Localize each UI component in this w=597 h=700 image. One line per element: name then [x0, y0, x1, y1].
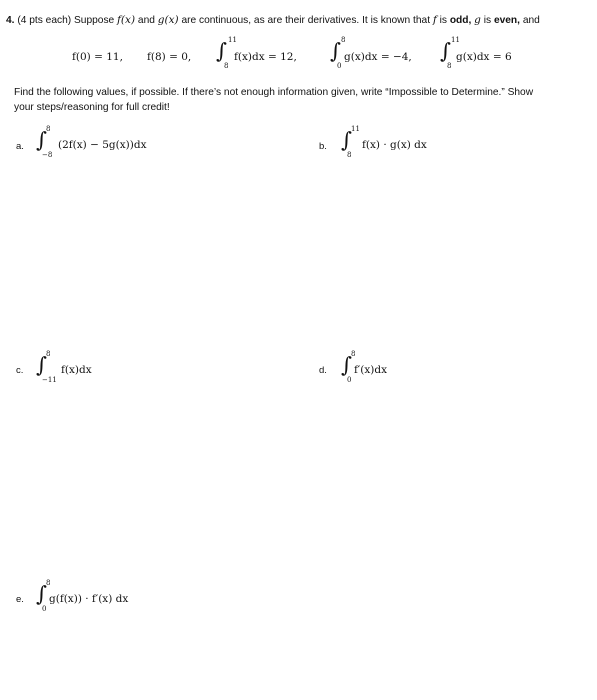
- upper-limit: 8: [46, 579, 51, 587]
- statement-text: are continuous, as are their derivatives. It is known that: [181, 15, 431, 26]
- lower-limit: 8: [347, 151, 352, 159]
- statement-text: and: [522, 15, 540, 26]
- integral-sign: ∫: [341, 128, 352, 152]
- upper-limit: 8: [46, 125, 51, 133]
- instructions-line-2: your steps/reasoning for full credit!: [14, 102, 170, 113]
- part-c-label: c.: [16, 365, 24, 376]
- given-integral-f-8-11: [216, 36, 316, 72]
- statement-text: and: [137, 15, 155, 26]
- integrand: f(x)dx = 12,: [234, 51, 297, 63]
- part-e-label: e.: [16, 594, 24, 605]
- integral-sign: ∫: [216, 39, 227, 63]
- lower-limit: 0: [42, 605, 47, 613]
- part-b-label: b.: [319, 141, 327, 152]
- lower-limit: 0: [347, 376, 352, 384]
- g-symbol: g: [474, 14, 481, 26]
- even-keyword: even,: [493, 15, 520, 26]
- problem-statement: [6, 14, 540, 26]
- integrand: g(x)dx = −4,: [344, 51, 412, 63]
- lower-limit: 8: [224, 62, 229, 70]
- integral-sign: ∫: [330, 39, 341, 63]
- lower-limit: 0: [337, 62, 342, 70]
- lower-limit: −11: [42, 376, 57, 384]
- f-of-x: f(x): [117, 14, 136, 26]
- part-c-integral: [36, 350, 126, 386]
- integrand: g(x)dx = 6: [456, 51, 512, 63]
- upper-limit: 11: [451, 36, 460, 44]
- integral-sign: ∫: [440, 39, 451, 63]
- integrand: f′(x)dx: [354, 364, 388, 376]
- given-integral-g-8-11: [440, 36, 530, 72]
- given-f-at-8: f(8) = 0,: [147, 51, 192, 63]
- integral-sign: ∫: [341, 353, 352, 377]
- instructions-line-1: Find the following values, if possible. If there’s not enough information given, write “Impossible to Determine.” Show: [14, 87, 534, 98]
- given-f-at-0: f(0) = 11,: [72, 51, 123, 63]
- upper-limit: 8: [341, 36, 346, 44]
- upper-limit: 8: [46, 350, 51, 358]
- integrand: f(x)dx: [61, 364, 92, 376]
- odd-keyword: odd,: [449, 15, 472, 26]
- upper-limit: 11: [228, 36, 237, 44]
- points-note: (4 pts each): [17, 15, 72, 26]
- lower-limit: 8: [447, 62, 452, 70]
- part-a-label: a.: [16, 141, 24, 152]
- f-symbol: f: [432, 14, 437, 26]
- upper-limit: 8: [351, 350, 356, 358]
- statement-text: is: [483, 15, 492, 26]
- problem-number: 4.: [6, 15, 15, 26]
- lower-limit: −8: [42, 151, 53, 159]
- statement-text: Suppose: [73, 15, 115, 26]
- integral-sign: ∫: [36, 128, 47, 152]
- integral-sign: ∫: [36, 582, 47, 606]
- upper-limit: 11: [351, 125, 360, 133]
- statement-text: is: [439, 15, 447, 26]
- integral-sign: ∫: [36, 353, 47, 377]
- part-b-integral: [341, 125, 461, 161]
- part-d-label: d.: [319, 365, 327, 376]
- given-integral-g-0-8: [330, 36, 430, 72]
- part-a-integral: [36, 125, 196, 161]
- g-of-x: g(x): [157, 14, 179, 26]
- integrand: (2f(x) − 5g(x))dx: [58, 139, 147, 151]
- integrand: f(x) · g(x) dx: [362, 139, 427, 151]
- part-e-integral: [36, 579, 176, 615]
- part-d-integral: [341, 350, 431, 386]
- integrand: g(f(x)) · f′(x) dx: [49, 593, 129, 605]
